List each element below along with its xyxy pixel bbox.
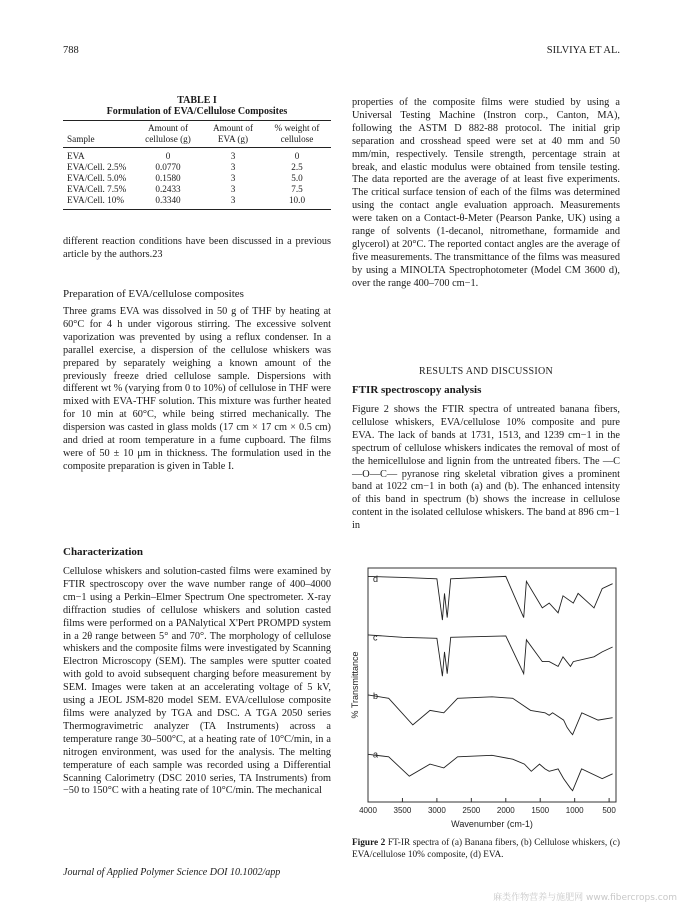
- plot-frame: [368, 568, 616, 802]
- table-1: [63, 95, 331, 210]
- table-row: [63, 184, 331, 195]
- x-tick-label: 3000: [427, 806, 446, 815]
- preparation-paragraph: Three grams EVA was dissolved in 50 g of THF by heating at 60°C for 4 h under vigorous stirring. The excessive solvent vaporization was prevented by using a reflux condenser. In a parallel exercise, a dispersion of the cellulose whiskers was prepared by separately weighing a known amount of the previously freeze dried cellulose sample. Dispersions with different wt % (varying from 0 to 10%) of cellulose in THF were mixed with EVA-THF solution. This mixture was further heated for 10 min at 60°C, while being stirred mechanically. The dispersion was casted in glass molds (17 cm × 17 cm × 0.5 cm) and dried at room temperature in a fume cupboard. The films were of 50 ± 10 μm in thickness. The formulation used in the composite preparation is given in Table I.: [63, 306, 331, 472]
- table-header: Amount of cellulose (g): [145, 123, 191, 144]
- table-cell: 3: [230, 173, 236, 183]
- ftir-chart: [344, 562, 634, 844]
- watermark: 麻类作物营养与施肥网 www.fibercrops.com: [493, 893, 677, 903]
- preparation-paragraph-block: [63, 306, 331, 474]
- series-label-b: b: [373, 691, 379, 701]
- table-cell: EVA/Cell. 2.5%: [67, 162, 127, 172]
- table-row: [63, 173, 331, 184]
- table-cell: 3: [230, 195, 236, 205]
- table-row: [63, 162, 331, 173]
- ftir-paragraph-block: [352, 404, 620, 533]
- table-header: Sample: [67, 134, 95, 144]
- table-cell: 3: [230, 151, 236, 161]
- y-axis-label: % Transmittance: [350, 651, 360, 719]
- x-tick-label: 1500: [531, 806, 550, 815]
- table-cell: 10.0: [288, 195, 306, 205]
- table-cell: 0: [165, 151, 171, 161]
- subsection-ftir: FTIR spectroscopy analysis: [352, 384, 482, 396]
- journal-footer: Journal of Applied Polymer Science DOI 10.1002/app: [63, 867, 281, 878]
- table-row: [63, 195, 331, 210]
- table-cell: EVA/Cell. 10%: [67, 195, 124, 205]
- table-label: TABLE I: [177, 95, 217, 106]
- characterization-paragraph-block: [63, 566, 331, 798]
- table-cell: EVA: [67, 151, 85, 161]
- table-cell: 5.0: [291, 173, 303, 183]
- spectrum-line-b: [368, 695, 613, 735]
- running-head: SILVIYA ET AL.: [546, 45, 620, 56]
- heading-characterization: Characterization: [63, 546, 144, 558]
- right-top-block: [352, 97, 620, 291]
- series-label-a: a: [373, 749, 379, 760]
- left-intro: [63, 236, 331, 262]
- x-tick-label: 500: [602, 806, 616, 815]
- figure-label: Figure 2: [352, 838, 386, 848]
- x-tick-label: 3500: [393, 806, 412, 815]
- ftir-paragraph: Figure 2 shows the FTIR spectra of untreated banana fibers, cellulose whiskers, EVA/cellulose 10% composite and pure EVA. The lack of bands at 1731, 1513, and 1239 cm−1 in the spectrum of cellulose whiskers indicates the removal of most of the hemicellulose and lignin from the untreated fibers. The —C—O—C— pyranose ring skeletal vibration gives a prominent band at 1022 cm−1 in both (a) and (b). The enhanced intensity of this band in spectrum (b) shows the increase in cellulose content in the isolated cellulose whiskers. The band at 896 cm−1 in: [352, 404, 620, 532]
- figure-caption: [352, 838, 620, 861]
- formulation-table: [63, 120, 331, 210]
- mechanical-paragraph: properties of the composite films were studied by using a Universal Testing Machine (Instron corp., Canton, MA), following the ASTM D 882-88 protocol. The initial grip separation and crosshead speed were set at 40 mm and 50 mm/min, respectively. Tensile strength, percentage strain at break, and elastic modulus were obtained from tensile testing. The data reported are the average of at least five experiments. The critical surface tension of each of the films was determined using the contact angle evaluation approach. Measurements were taken on a Contact-θ-Meter (Pearson Panke, UK) using a range of solvents (1-decanol, nitromethane, formamide and glycerol) at 20°C. The reported contact angles are the average of five measurements. The transmittance of the films was measured by using a MINOLTA Spectrophotometer (Model CM 3600 d), over the range 400–700 cm−1.: [352, 97, 620, 289]
- spectrum-line-a: [368, 754, 613, 790]
- table-cell: 2.5: [291, 162, 303, 172]
- x-axis-label: Wavenumber (cm-1): [451, 819, 533, 829]
- table-cell: 0.2433: [155, 184, 181, 194]
- table-title: Formulation of EVA/Cellulose Composites: [106, 106, 288, 117]
- table-cell: EVA/Cell. 7.5%: [67, 184, 127, 194]
- x-tick-label: 2000: [496, 806, 515, 815]
- table-cell: 0.3340: [155, 195, 181, 205]
- x-tick-label: 1000: [565, 806, 584, 815]
- table-header: % weight of cellulose: [274, 123, 320, 144]
- table-cell: 0.1580: [155, 173, 181, 183]
- table-cell: 3: [230, 184, 236, 194]
- characterization-paragraph: Cellulose whiskers and solution-casted films were examined by FTIR spectroscopy over the wave number range of 400–4000 cm−1 using a Perkin–Elmer Spectrum One spectrometer. X-ray diffraction studies of cellulose whiskers and solution casted films were performed on a PANalytical X'Pert PROMPD system in a 2θ range between 5° and 70°. The morphology of cellulose whiskers and the composite films were investigated by Scanning Electron Microscopy (SEM). The samples were sputter coated with gold to avoid subsequent charging before measurement by SEM. Images were taken at an accelerating voltage of 5 kV, using a JEOL JSM-820 model SEM. EVA/cellulose composite films were analyzed by TGA and DSC. A TGA 2050 series Thermogravimetric analyzer (TA Instruments) across a temperature range 30–500°C, at a heating rate of 10°C/min, in a nitrogen environment, was used for the analysis. The melting temperature of each sample was recorded using a Differential Scanning Calorimetry (DSC 2010 series, TA Instruments) from −50 to 150°C with a heating rate of 10°C/min. The mechanical: [63, 566, 331, 797]
- table-cell: 0.0770: [155, 162, 181, 172]
- intro-paragraph: different reaction conditions have been discussed in a previous article by the authors.23: [63, 236, 331, 260]
- table-row: [63, 148, 331, 163]
- table-cell: 7.5: [291, 184, 303, 194]
- x-tick-label: 4000: [359, 806, 377, 815]
- table-cell: EVA/Cell. 5.0%: [67, 173, 127, 183]
- table-cell: 3: [230, 162, 236, 172]
- section-results: RESULTS AND DISCUSSION: [418, 366, 554, 377]
- series-label-c: c: [373, 632, 378, 643]
- table-header: Amount of EVA (g): [212, 123, 254, 144]
- series-label-d: d: [373, 574, 379, 584]
- figure-caption-text: FT-IR spectra of (a) Banana fibers, (b) Cellulose whiskers, (c) EVA/cellulose 10% composite, (d) EVA.: [352, 838, 621, 860]
- spectrum-line-d: [368, 576, 613, 620]
- page-number: 788: [63, 45, 79, 56]
- x-tick-label: 2500: [462, 806, 481, 815]
- table-cell: 0: [294, 151, 300, 161]
- heading-preparation: Preparation of EVA/cellulose composites: [63, 288, 244, 300]
- spectrum-line-c: [368, 632, 613, 676]
